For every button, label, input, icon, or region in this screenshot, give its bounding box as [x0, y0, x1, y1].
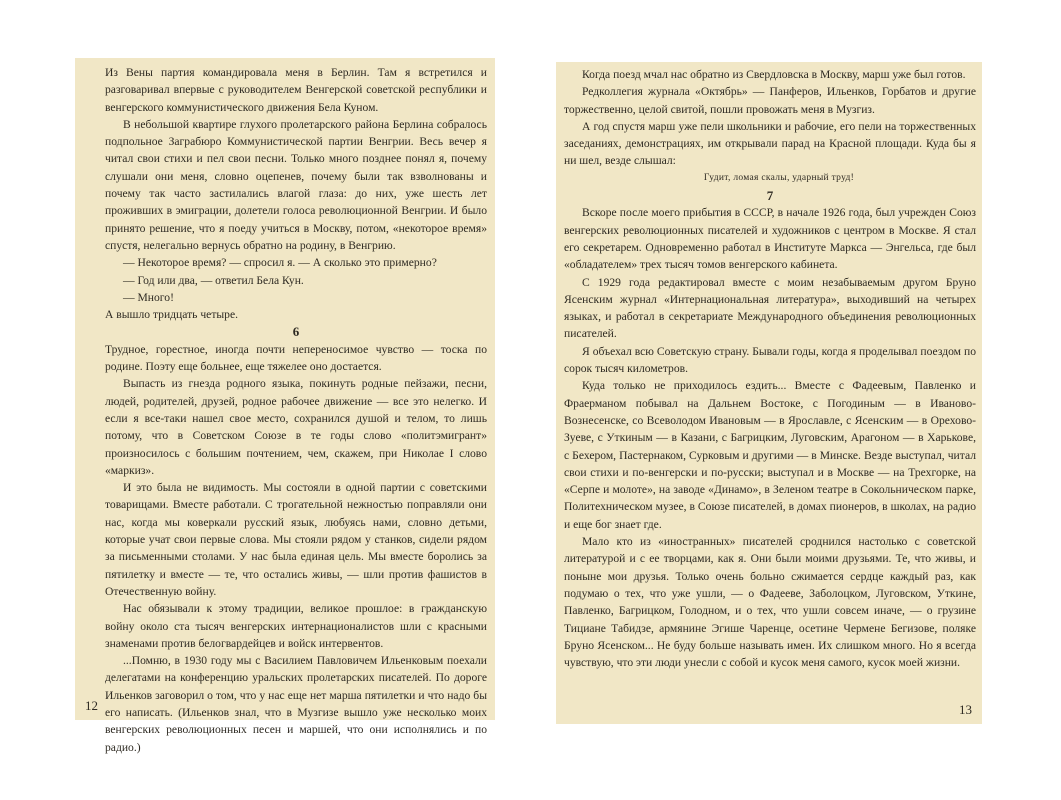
paragraph: А год спустя марш уже пели школьники и рабочие, его пели на торжественных заседаниях, демонстрациях, им открывали парад на Красной площади. Куда бы я ни шел, везде слышал:: [564, 119, 976, 168]
paragraph: А вышло тридцать четыре.: [105, 308, 239, 322]
paragraph: Трудное, горестное, иногда почти непереносимое чувство — тоска по родине. Поэту еще больнее, еще тяжелее оно достается.: [105, 342, 487, 374]
page-number: 12: [85, 698, 98, 713]
paragraph: — Некоторое время? — спросил я. — А сколько это примерно?: [123, 256, 437, 270]
paragraph: Нас обязывали к этому традиции, великое прошлое: в гражданскую войну около ста тысяч венгерских интернационалистов шли с красными знаменами против белогвардейцев и войск интервентов.: [105, 602, 487, 650]
paragraph: Вскоре после моего прибытия в СССР, в начале 1926 года, был учрежден Союз венгерских революционных писателей и художников с центром в Москве. Я стал его секретарем. Одновременно работал в Институте Маркса — Энгельса, где был «обладателем» трех тысяч томов венгерского кабинета.: [564, 206, 976, 272]
paragraph: Выпасть из гнезда родного языка, покинуть родные пейзажи, песни, людей, родителей, друзей, родное рабочее движение — все это нелегко. И если я все-таки нашел свое место, сохранился душой и телом, то лишь потому, что в Советском Союзе в те годы слово «политэмигрант» произносилось с большим почтением, чем, скажем, при Николае I слово «маркиз».: [105, 377, 487, 477]
song-quote: Гудит, ломая скалы, ударный труд!: [703, 172, 855, 183]
paragraph: И это была не видимость. Мы состояли в одной партии с советскими товарищами. Вместе работали. С трогательной нежностью поправляли они нас, когда мы коверкали русский язык, любуясь нами, словно детьми, которые учат свои первые слова. Мы стояли рядом у станков, сидели рядом за письменными столами. У нас была единая цель. Мы вместе боролись за пятилетку и вместе — те, что остались живы, — шли против фашистов в Отечественную войну.: [105, 481, 487, 598]
right-page: [556, 62, 982, 724]
paragraph: С 1929 года редактировал вместе с моим незабываемым другом Бруно Ясенским журнал «Интернациональная литература», выходивший на четырех языках, и работал в секретариате Международного объединения революционных писателей.: [564, 275, 976, 341]
paragraph: Я объехал всю Советскую страну. Бывали годы, когда я проделывал поездом по сорок тысяч километров.: [564, 344, 976, 376]
paragraph: Когда поезд мчал нас обратно из Свердловска в Москву, марш уже был готов.: [582, 68, 966, 81]
left-page: [75, 58, 495, 754]
paragraph: — Много!: [123, 290, 174, 304]
left-page-text: [105, 64, 487, 756]
paragraph: Редколлегия журнала «Октябрь» — Панферов, Ильенков, Горбатов и другие торжественно, целой свитой, пошли провожать меня в Музгиз.: [564, 85, 976, 116]
paragraph: Куда только не приходилось ездить... Вместе с Фадеевым, Павленко и Фраерманом побывал на Дальнем Востоке, с Погодиным — в Иваново-Вознесенске, со Всеволодом Ивановым — в Ярославле, с Ясенским — в Орехово-Зуеве, с Уткиным — в Казани, с Багрицким, Луговским, Арагоном — в Харькове, с Бехером, Пастернаком, Сурковым и другими — в Минске. Везде выступал, читал свои стихи и по-венгерски и по-русски; выступал и в Москве — на Трехгорке, на «Серпе и молоте», на заводе «Динамо», в Зеленом театре в Сокольническом парке, Политехническом музее, в Союзе писателей, в домах пионеров, в школах, на радио и еще бог знает где.: [564, 379, 976, 531]
paragraph: Из Вены партия командировала меня в Берлин. Там я встретился и разговаривал впервые с руководителем Венгерской советской республики и венгерского коммунистического движения Бела Куном.: [105, 66, 487, 114]
paragraph: Мало кто из «иностранных» писателей сроднился настолько с советской литературой и с ее творцами, как я. Они были моими друзьями. Те, что живы, и поныне мои друзья. Только очень больно сжимается сердце каждый раз, как подумаю о тех, что уже ушли, — о Фадееве, Заболоцком, Луговском, Уткине, Павленко, Багрицком, Голодном, и о тех, что ушли совсем иначе, — о грузине Тициане Табидзе, армянине Эгише Чаренце, осетине Чермене Бегизове, поляке Бруно Ясенском... Не буду больше называть имен. Их слишком много. Но я всегда чувствую, что эти люди унесли с собой и кусок меня самого, кусок моей жизни.: [564, 535, 976, 670]
paragraph: ...Помню, в 1930 году мы с Василием Павловичем Ильенковым поехали делегатами на конференцию уральских пролетарских писателей. По дороге Ильенков заговорил о том, что у нас еще нет марша пятилетки и что надо бы его написать. (Ильенков знал, что в Музгизе вышло уже несколько моих венгерских революционных песен и маршей, что они исполнялись и по радио.): [105, 654, 487, 754]
paragraph: — Год или два, — ответил Бела Кун.: [123, 273, 304, 287]
paragraph: В небольшой квартире глухого пролетарского района Берлина собралось подпольное Заграбюро Коммунистической партии Венгрии. Весь вечер я читал свои стихи и пел свои песни. Только много позднее понял я, почему слушали они меня, словно оцепенев, почему были так взволнованы и почему так часто застилались влагой глаза: до них, уже шесть лет проживших в эмиграции, долетели голоса революционной Венгрии. И было принято решение, что я поеду учиться в Москву, потом, «некоторое время» спустя, нелегально вернусь обратно на родину, в Венгрию.: [105, 117, 487, 252]
page-number: 13: [959, 702, 972, 717]
chapter-heading: 7: [766, 188, 774, 204]
chapter-heading: 6: [292, 324, 300, 340]
right-page-text: [564, 66, 976, 671]
